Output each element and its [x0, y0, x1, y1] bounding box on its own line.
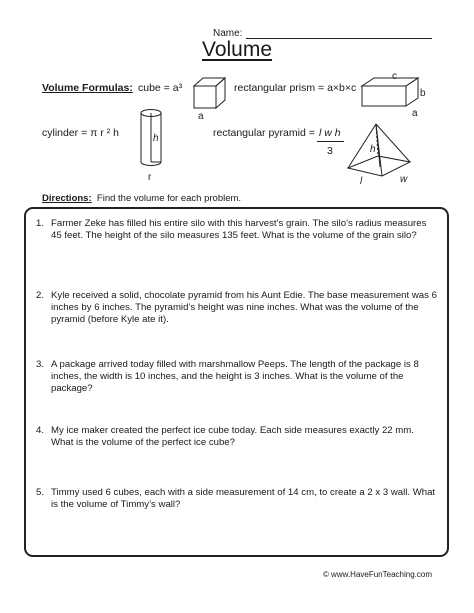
cylinder-label-r: r	[148, 172, 152, 182]
prism-label-a: a	[412, 108, 418, 118]
problem-text: A package arrived today filled with marshmallow Peeps. The length of the package is 8 inches, the width is 10 inches, and the height is 3 inches. What is the volume of the package?	[51, 359, 419, 394]
pyramid-formula-numerator: l w h	[319, 127, 341, 139]
problem-number: 5.	[36, 487, 45, 498]
problem-text: Kyle received a solid, chocolate pyramid from his Aunt Edie. The base measurement was 6 inches by 6 inches. The pyramid’s height was nine inches. What was the volume of the pyramid (before Kyle ate it).	[51, 290, 437, 325]
cube-formula: cube = a³	[138, 82, 183, 94]
problem-text: Timmy used 6 cubes, each with a side measurement of 14 cm, to create a 2 x 3 wall. What is the volume of Timmy’s wall?	[51, 487, 436, 510]
cylinder-formula: cylinder = π r ² h	[42, 127, 119, 139]
pyramid-formula-label: rectangular pyramid =	[213, 127, 315, 139]
formulas-label: Volume Formulas:	[42, 82, 133, 94]
directions-text: Find the volume for each problem.	[96, 193, 242, 204]
pyramid-label-w: w	[400, 174, 408, 185]
pyramid-figure	[342, 120, 420, 188]
copyright: © www.HaveFunTeaching.com	[322, 570, 432, 579]
pyramid-formula-denominator: 3	[327, 145, 333, 157]
problem-number: 2.	[36, 290, 45, 301]
prism-formula: rectangular prism = a×b×c	[234, 82, 357, 94]
directions	[42, 193, 241, 204]
cube-label-a: a	[198, 111, 204, 120]
problem-text: My ice maker created the perfect ice cube today. Each side measures exactly 22 mm. What is the volume of the perfect ice cube?	[51, 425, 414, 448]
problem-number: 4.	[36, 425, 45, 436]
cube-figure	[190, 74, 230, 120]
pyramid-label-l: l	[360, 176, 363, 187]
prism-label-c: c	[392, 71, 397, 82]
prism-label-b: b	[420, 88, 426, 99]
prism-figure	[354, 70, 434, 118]
fraction-bar	[317, 141, 344, 142]
cylinder-label-h: h	[153, 133, 159, 144]
cylinder-figure	[136, 104, 176, 182]
problem-number: 3.	[36, 359, 45, 370]
name-label: Name:	[213, 28, 243, 39]
pyramid-label-h: h	[370, 144, 376, 155]
problem-number: 1.	[36, 218, 45, 229]
page-title: Volume	[201, 38, 273, 61]
directions-label: Directions:	[42, 193, 92, 204]
problem-text: Farmer Zeke has filled his entire silo with this harvest’s grain. The silo’s radius measures 45 feet. The height of the silo measures 135 feet. What is the volume of the grain silo?	[51, 218, 427, 241]
